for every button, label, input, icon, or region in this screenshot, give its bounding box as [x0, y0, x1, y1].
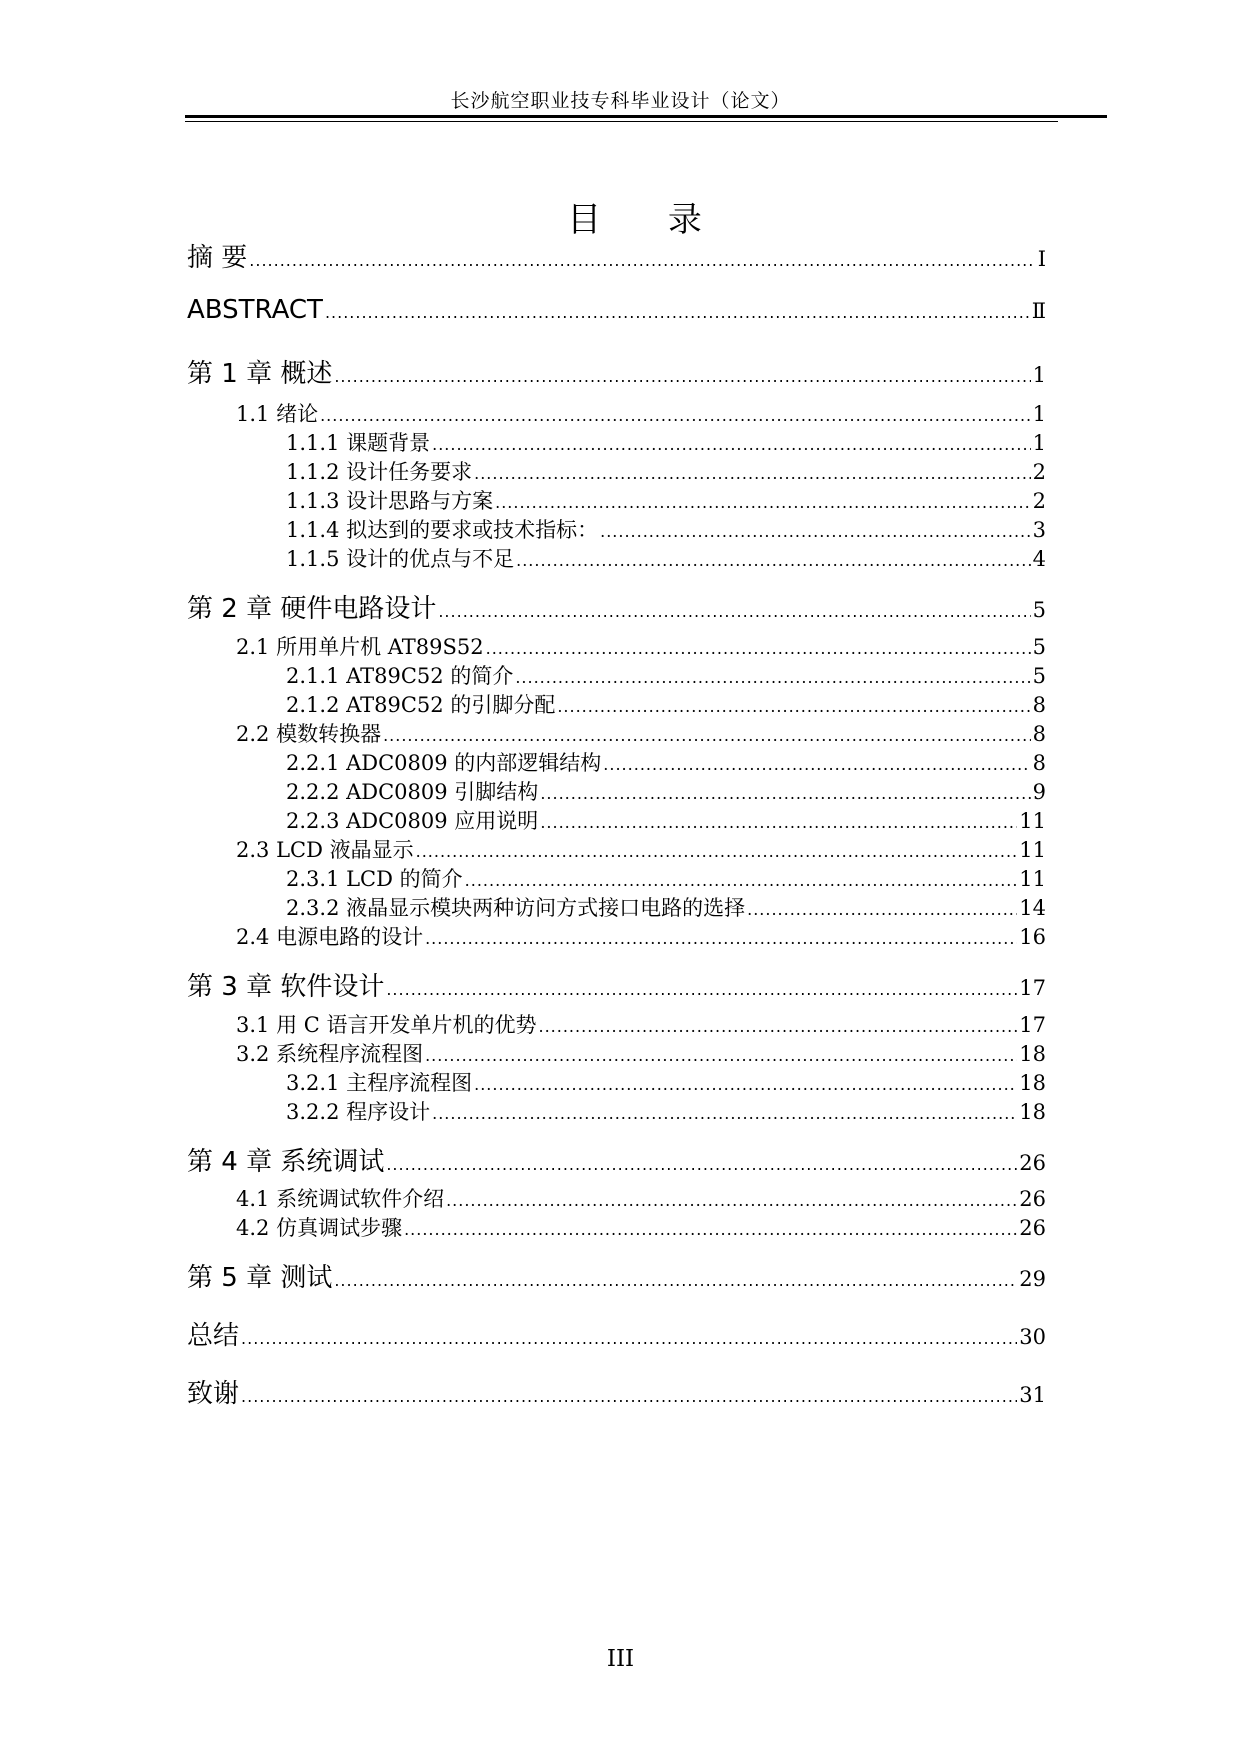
toc-entry-page: 1	[1032, 402, 1046, 426]
toc-entry-page: Ⅰ	[1037, 247, 1046, 271]
toc-leader-dots	[486, 639, 1031, 658]
toc-leader-dots	[465, 871, 1018, 890]
toc-entry-label: 第 3 章 软件设计	[187, 972, 385, 1002]
toc-leader-dots	[557, 697, 1030, 716]
toc-entry	[286, 660, 1046, 690]
toc-entry	[236, 1212, 1046, 1242]
toc-leader-dots	[320, 406, 1031, 425]
toc-entry-page: 8	[1032, 722, 1046, 746]
toc-leader-dots	[241, 1387, 1017, 1406]
toc-entry	[187, 1257, 1046, 1294]
toc-title: 目 录	[567, 200, 730, 240]
toc-entry-label: 2.3.1 LCD 的简介	[286, 867, 463, 891]
toc-entry-label: 1.1.5 设计的优点与不足	[286, 547, 515, 571]
toc-entry-page: 31	[1019, 1383, 1046, 1407]
toc-entry-label: 2.3 LCD 液晶显示	[236, 838, 414, 862]
toc-entry-label: 2.1 所用单片机 AT89S52	[236, 635, 484, 659]
toc-entry-label: 第 4 章 系统调试	[187, 1147, 385, 1177]
toc-leader-dots	[325, 303, 1030, 322]
toc-entry-label: 2.1.1 AT89C52 的简介	[286, 664, 514, 688]
toc-entry-page: 26	[1019, 1187, 1046, 1211]
toc-entry	[187, 966, 1046, 1003]
toc-entry-page: 11	[1019, 838, 1046, 862]
toc-leader-dots	[432, 1104, 1017, 1123]
toc-leader-dots	[432, 435, 1031, 454]
toc-entry-page: 1	[1032, 431, 1046, 455]
toc-entry-label: 4.2 仿真调试步骤	[236, 1216, 403, 1240]
toc-entry-page: 2	[1032, 460, 1046, 484]
toc-leader-dots	[474, 1075, 1017, 1094]
toc-leader-dots	[539, 1017, 1018, 1036]
toc-entry-page: 5	[1032, 664, 1046, 688]
toc-entry-label: 第 1 章 概述	[187, 359, 333, 389]
toc-entry-page: 11	[1019, 809, 1046, 833]
toc-leader-dots	[438, 602, 1030, 621]
toc-entry-page: 14	[1019, 896, 1046, 920]
toc-entry	[236, 921, 1046, 951]
running-header: 长沙航空职业技专科毕业设计（论文）	[450, 90, 791, 112]
toc-entry-page: 18	[1019, 1042, 1046, 1066]
toc-entry-label: 摘 要	[187, 243, 248, 273]
toc-entry-label: 3.1 用 C 语言开发单片机的优势	[236, 1013, 537, 1037]
toc-entry-page: 11	[1019, 867, 1046, 891]
toc-leader-dots	[249, 251, 1035, 270]
toc-entry-label: 致谢	[187, 1379, 240, 1409]
toc-leader-dots	[386, 1155, 1017, 1174]
toc-entry	[286, 747, 1046, 777]
toc-entry-page: 9	[1032, 780, 1046, 804]
toc-entry	[286, 863, 1046, 893]
toc-entry	[236, 834, 1046, 864]
toc-leader-dots	[495, 493, 1031, 512]
toc-entry-label: ABSTRACT	[187, 295, 323, 325]
toc-entry	[286, 1096, 1046, 1126]
toc-leader-dots	[241, 1329, 1017, 1348]
toc-entry	[236, 631, 1046, 661]
toc-leader-dots	[516, 551, 1031, 570]
toc-entry-label: 2.2.1 ADC0809 的内部逻辑结构	[286, 751, 602, 775]
toc-entry-label: 3.2.2 程序设计	[286, 1100, 431, 1124]
toc-entry-page: 4	[1032, 547, 1046, 571]
toc-entry-page: 8	[1032, 693, 1046, 717]
toc-entry-page: 18	[1019, 1071, 1046, 1095]
toc-entry-label: 2.2.3 ADC0809 应用说明	[286, 809, 539, 833]
toc-entry-label: 4.1 系统调试软件介绍	[236, 1187, 445, 1211]
toc-leader-dots	[747, 900, 1017, 919]
toc-entry	[187, 1141, 1046, 1178]
toc-entry-page: 17	[1019, 1013, 1046, 1037]
toc-entry-label: 第 5 章 测试	[187, 1263, 333, 1293]
toc-entry-label: 1.1.2 设计任务要求	[286, 460, 473, 484]
toc-entry	[286, 485, 1046, 515]
toc-entry	[286, 805, 1046, 835]
toc-entry	[286, 776, 1046, 806]
toc-entry-label: 2.4 电源电路的设计	[236, 925, 424, 949]
toc-entry-page: 3	[1032, 518, 1046, 542]
toc-leader-dots	[416, 842, 1018, 861]
toc-entry-label: 2.2.2 ADC0809 引脚结构	[286, 780, 539, 804]
toc-entry	[286, 427, 1046, 457]
toc-entry-page: Ⅱ	[1031, 299, 1046, 323]
toc-leader-dots	[404, 1220, 1017, 1239]
toc-leader-dots	[600, 522, 1031, 541]
toc-entry-label: 2.2 模数转换器	[236, 722, 382, 746]
toc-entry	[286, 543, 1046, 573]
toc-entry	[236, 718, 1046, 748]
page-number: III	[606, 1646, 635, 1672]
toc-entry	[236, 1038, 1046, 1068]
toc-entry-page: 8	[1032, 751, 1046, 775]
toc-entry-page: 26	[1019, 1216, 1046, 1240]
toc-entry	[286, 514, 1046, 544]
toc-leader-dots	[425, 1046, 1017, 1065]
toc-entry-label: 1.1.4 拟达到的要求或技术指标：	[286, 518, 599, 542]
toc-entry-label: 1.1 绪论	[236, 402, 319, 426]
toc-entry-label: 总结	[187, 1321, 240, 1351]
toc-leader-dots	[334, 1271, 1017, 1290]
toc-leader-dots	[603, 755, 1030, 774]
toc-entry-page: 5	[1032, 635, 1046, 659]
toc-leader-dots	[383, 726, 1031, 745]
toc-leader-dots	[386, 980, 1017, 999]
toc-entry	[286, 1067, 1046, 1097]
toc-entry-label: 3.2.1 主程序流程图	[286, 1071, 473, 1095]
toc-entry-page: 18	[1019, 1100, 1046, 1124]
toc-entry-page: 2	[1032, 489, 1046, 513]
toc-entry	[187, 353, 1046, 390]
toc-entry-label: 第 2 章 硬件电路设计	[187, 594, 437, 624]
toc-entry-label: 2.3.2 液晶显示模块两种访问方式接口电路的选择	[286, 896, 746, 920]
toc-entry	[187, 1373, 1046, 1410]
toc-entry-page: 29	[1019, 1267, 1046, 1291]
toc-leader-dots	[515, 668, 1030, 687]
toc-entry-label: 3.2 系统程序流程图	[236, 1042, 424, 1066]
toc-leader-dots	[334, 367, 1030, 386]
toc-entry-label: 1.1.3 设计思路与方案	[286, 489, 494, 513]
toc-entry	[236, 1183, 1046, 1213]
toc-entry-page: 26	[1019, 1151, 1046, 1175]
toc-entry-label: 1.1.1 课题背景	[286, 431, 431, 455]
toc-entry	[187, 588, 1046, 625]
toc-entry	[187, 237, 1046, 274]
toc-entry	[187, 295, 1046, 325]
toc-leader-dots	[474, 464, 1031, 483]
toc-entry	[286, 456, 1046, 486]
toc-entry-page: 16	[1019, 925, 1046, 949]
toc-entry	[187, 1315, 1046, 1352]
toc-entry	[286, 689, 1046, 719]
toc-entry-page: 1	[1032, 363, 1046, 387]
toc-entry-page: 30	[1019, 1325, 1046, 1349]
toc-entry-label: 2.1.2 AT89C52 的引脚分配	[286, 693, 556, 717]
toc-entry	[236, 398, 1046, 428]
toc-leader-dots	[425, 929, 1017, 948]
toc-leader-dots	[540, 813, 1017, 832]
toc-entry	[236, 1009, 1046, 1039]
toc-leader-dots	[446, 1191, 1017, 1210]
toc-leader-dots	[540, 784, 1030, 803]
toc-entry-page: 17	[1019, 976, 1046, 1000]
toc-entry	[286, 892, 1046, 922]
toc-entry-page: 5	[1032, 598, 1046, 622]
